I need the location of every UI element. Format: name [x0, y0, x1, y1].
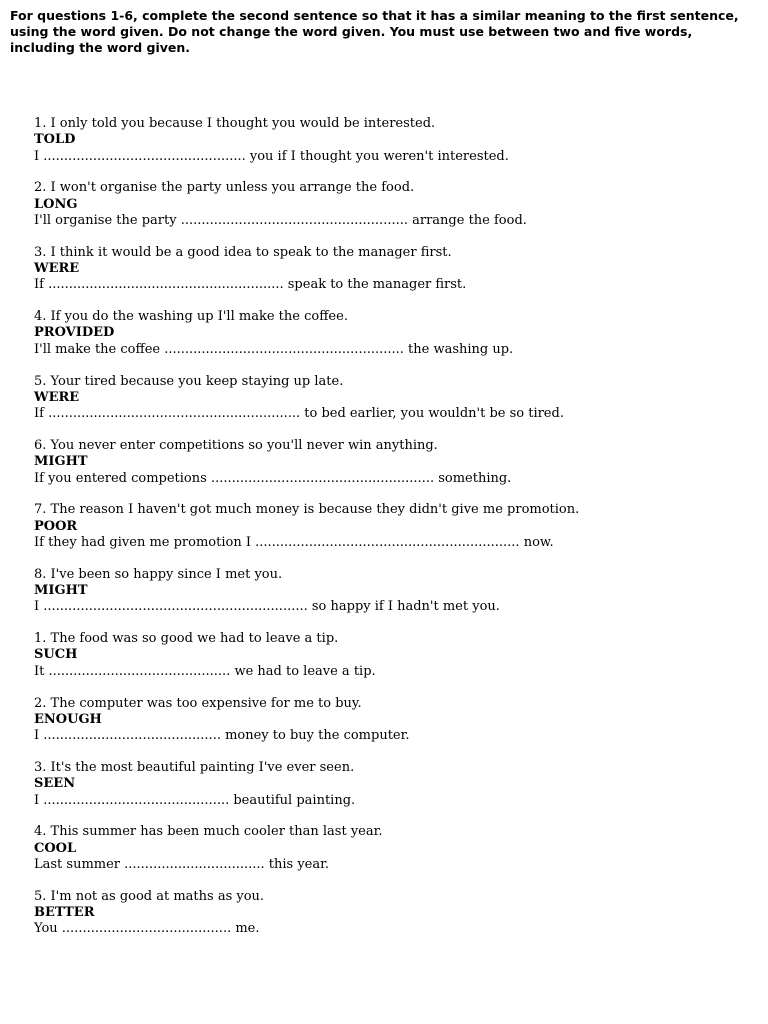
- question-list: [34, 116, 754, 953]
- question-sentence: 1. The food was so good we had to leave a tip.: [34, 631, 339, 647]
- question-item: [34, 438, 754, 487]
- question-sentence: 3. I think it would be a good idea to speak to the manager first.: [34, 244, 452, 260]
- question-answer-line: You ......................................... me.: [34, 921, 260, 937]
- question-keyword: WERE: [34, 389, 80, 405]
- question-sentence: 2. The computer was too expensive for me to buy.: [34, 695, 362, 711]
- question-item: [34, 567, 754, 616]
- question-keyword: WERE: [34, 261, 80, 277]
- question-keyword: LONG: [34, 196, 78, 212]
- question-keyword: PROVIDED: [34, 325, 115, 341]
- question-keyword: ENOUGH: [34, 711, 102, 727]
- question-item: [34, 631, 754, 680]
- question-keyword: BETTER: [34, 904, 95, 920]
- question-answer-line: I ................................................. you if I thought you weren't interested.: [34, 148, 509, 164]
- question-answer-line: I ........................................... money to buy the computer.: [34, 728, 410, 744]
- question-answer-line: Last summer .................................. this year.: [34, 856, 330, 872]
- instructions: For questions 1-6, complete the second sentence so that it has a similar meaning to the first sentence, using the word given. Do not change the word given. You must use between two and five words, including the word given.: [10, 8, 739, 55]
- question-answer-line: If ............................................................. to bed earlier, you wouldn't be so tired.: [34, 406, 564, 422]
- question-item: [34, 374, 754, 423]
- question-sentence: 6. You never enter competitions so you'll never win anything.: [34, 437, 438, 453]
- question-keyword: TOLD: [34, 132, 76, 148]
- question-keyword: SUCH: [34, 647, 78, 663]
- question-keyword: COOL: [34, 840, 77, 856]
- question-sentence: 5. Your tired because you keep staying up late.: [34, 373, 344, 389]
- question-answer-line: I'll organise the party ....................................................... arrange the food.: [34, 212, 527, 228]
- question-item: [34, 502, 754, 551]
- question-item: [34, 824, 754, 873]
- question-sentence: 1. I only told you because I thought you would be interested.: [34, 116, 436, 131]
- question-sentence: 4. If you do the washing up I'll make the coffee.: [34, 309, 348, 325]
- question-item: [34, 116, 754, 165]
- question-item: [34, 696, 754, 745]
- question-sentence: 3. It's the most beautiful painting I've ever seen.: [34, 759, 355, 775]
- question-answer-line: If you entered competions ...................................................... something.: [34, 470, 512, 486]
- question-answer-line: If they had given me promotion I ................................................................ now.: [34, 534, 554, 550]
- question-keyword: POOR: [34, 518, 78, 534]
- question-answer-line: I'll make the coffee .......................................................... the washing up.: [34, 341, 514, 357]
- question-sentence: 8. I've been so happy since I met you.: [34, 566, 283, 582]
- question-item: [34, 309, 754, 358]
- question-sentence: 2. I won't organise the party unless you arrange the food.: [34, 180, 415, 196]
- question-item: [34, 245, 754, 294]
- question-keyword: MIGHT: [34, 583, 88, 599]
- question-answer-line: It ............................................ we had to leave a tip.: [34, 663, 376, 679]
- question-keyword: MIGHT: [34, 454, 88, 470]
- question-keyword: SEEN: [34, 776, 76, 792]
- question-sentence: 5. I'm not as good at maths as you.: [34, 888, 265, 904]
- question-answer-line: I ............................................. beautiful painting.: [34, 792, 356, 808]
- question-sentence: 4. This summer has been much cooler than last year.: [34, 824, 383, 840]
- question-item: [34, 180, 754, 229]
- question-item: [34, 889, 754, 938]
- question-answer-line: I ................................................................ so happy if I hadn't met you.: [34, 599, 500, 615]
- question-sentence: 7. The reason I haven't got much money is because they didn't give me promotion.: [34, 502, 580, 518]
- question-answer-line: If ......................................................... speak to the manager first.: [34, 277, 467, 293]
- question-item: [34, 760, 754, 809]
